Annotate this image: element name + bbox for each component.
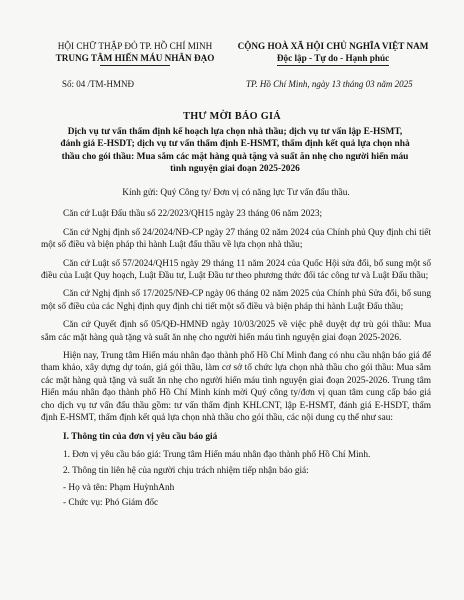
national-motto: Độc lập - Tự do - Hạnh phúc [276,53,390,63]
parent-org: HỘI CHỮ THẬP ĐỎ TP. HỒ CHÍ MINH [57,41,213,51]
document-number: Số: 04 /TM-HMNĐ [62,79,135,89]
document-title: THƯ MỜI BÁO GIÁ [183,111,281,122]
legal-basis: Căn cứ Nghị định số 17/2025/NĐ-CP ngày 06 tháng 02 năm 2025 của Chính phủ Sửa đổi, bổ sung một số điều của các Nghị định quy định chi tiết một số điều và biện pháp thi hành Luật Đấu thầu; [41,289,431,312]
national-header [226,40,440,66]
place-date: TP. Hồ Chí Minh, ngày 13 tháng 03 năm 2025 [246,79,413,89]
intro-paragraph: Hiện nay, Trung tâm Hiến máu nhân đạo thành phố Hồ Chí Minh đang có nhu cầu nhận báo giá để tham khảo, xây dựng dự toán, giá gói thầu, làm cơ sở tổ chức lựa chọn nhà thầu cho gói thầu: Mua sắm các mặt hàng quà tặng và suất ăn nhẹ cho người hiến máu tình nguyện giai đoạn 2025-2026. Trung tâm Hiến máu nhân đạo thành phố Hồ Chí Minh kính mời Quý công ty/đơn vị quan tâm cung cấp báo giá cho dịch vụ tư vấn đấu thầu gồm: tư vấn thẩm định KHLCNT, lập E-HSMT, đánh giá E-HSDT, thẩm định E-HSMT, thẩm định kết quả lựa chọn nhà thầu cho gói thầu, các nội dung cụ thể như sau: [41,351,431,424]
section-heading: I. Thông tin của đơn vị yêu cầu báo giá [63,431,218,442]
requesting-unit: 1. Đơn vị yêu cầu báo giá: Trung tâm Hiến máu nhân đạo thành phố Hồ Chí Minh. [63,449,371,460]
contact-info-heading: 2. Thông tin liên hệ của người chịu trách nhiệm tiếp nhận báo giá: [63,466,309,477]
contact-role: - Chức vụ: Phó Giám đốc [63,498,159,509]
letter-body [41,187,431,513]
legal-basis: Căn cứ Luật số 57/2024/QH15 ngày 29 tháng 11 năm 2024 của Quốc Hội sửa đổi, bổ sung một số điều của Luật Quy hoạch, Luật Đầu tư, Luật Đầu tư theo phương thức đối tác công tư và Luật Đấu thầu; [41,258,431,282]
greeting: Kính gửi: Quý Công ty/ Đơn vị có năng lực Tư vấn đấu thầu. [122,188,350,198]
motto-underline [277,65,389,66]
legal-basis: Căn cứ Luật Đấu thầu số 22/2023/QH15 ngày 23 tháng 06 năm 2023; [63,209,323,220]
contact-name: - Họ và tên: Phạm HuỳnhAnh [63,482,175,493]
country-name: CỘNG HOÀ XÃ HỘI CHỦ NGHĨA VIỆT NAM [237,41,429,51]
legal-basis: Căn cứ Nghị định số 24/2024/NĐ-CP ngày 27 tháng 02 năm 2024 của Chính phủ Quy định chi tiết một số điều và biện pháp thi hành Luật đấu thầu về lựa chọn nhà thầu; [41,227,431,251]
document-subject: Dịch vụ tư vấn thẩm định kế hoạch lựa chọn nhà thầu; dịch vụ tư vấn lập E-HSMT, đánh giá E-HSDT; dịch vụ tư vấn thẩm định E-HSMT, thẩm định kết quả lựa chọn nhà thầu cho gói thầu: Mua sắm các mặt hàng quà tặng và suất ăn nhẹ cho người hiến máu tình nguyện giai đoạn 2025-2026 [60,127,410,174]
org-name: TRUNG TÂM HIẾN MÁU NHÂN ĐẠO [55,53,215,63]
legal-basis: Căn cứ Quyết định số 05/QĐ-HMNĐ ngày 10/03/2025 về việc phê duyệt dự trù gói thầu: Mua sắm các mặt hàng quà tặng và suất ăn nhẹ cho người hiến máu tình nguyện giai đoạn 2025-2026. [41,320,431,343]
issuing-org-block [40,40,230,66]
org-underline [100,65,170,66]
